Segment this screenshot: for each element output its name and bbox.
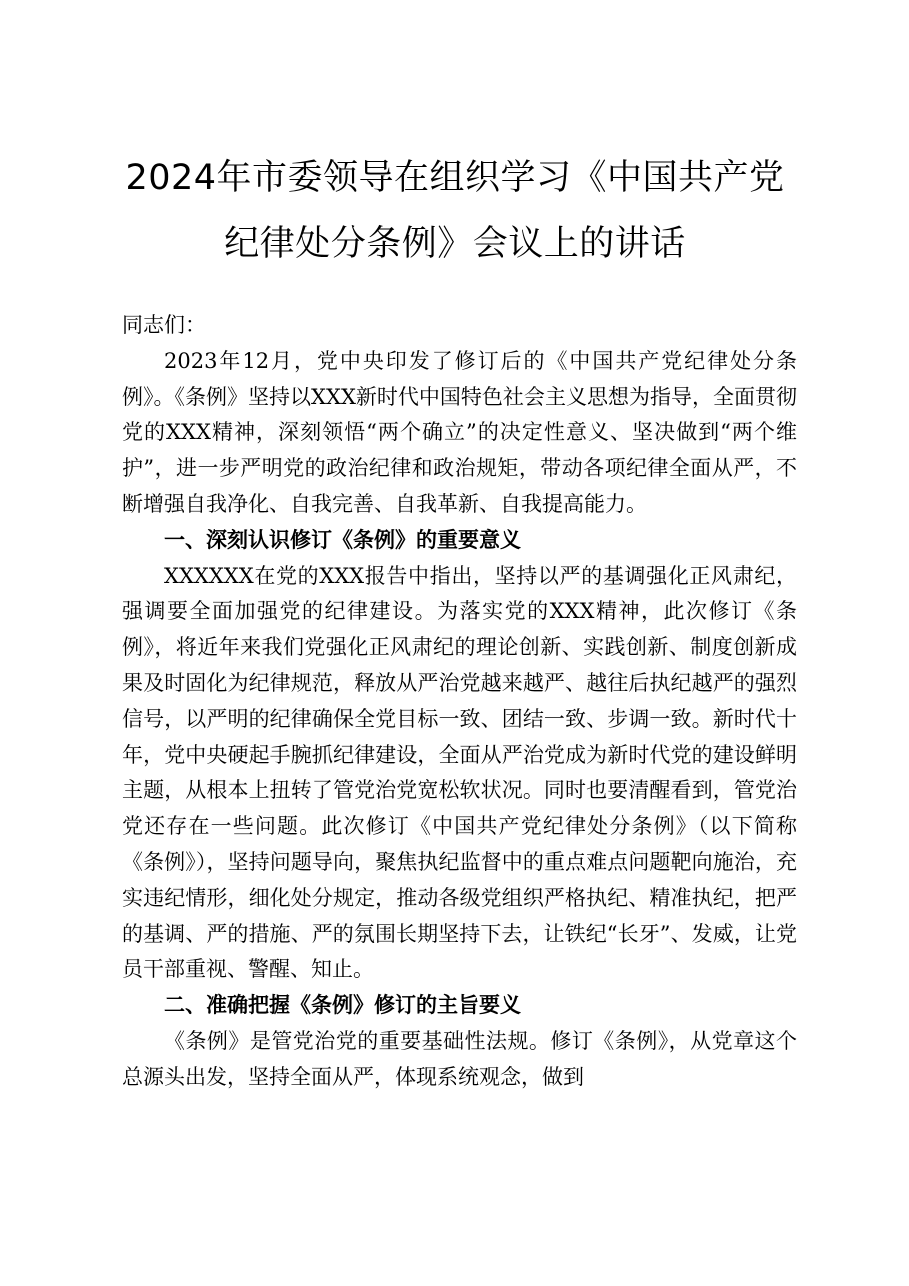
paragraph-section-2: 《条例》是管党治党的重要基础性法规。修订《条例》，从党章这个总源头出发，坚持全面从严，体现系统观念，做到 <box>122 1028 797 1089</box>
document-title: 2024年市委领导在组织学习《中国共产党纪律处分条例》会议上的讲话 <box>125 158 785 264</box>
paragraph-intro: 2023年12月，党中央印发了修订后的《中国共产党纪律处分条例》。《条例》坚持以XXX新时代中国特色社会主义思想为指导，全面贯彻党的XXX精神，深刻领悟“两个确立”的决定性意义、坚决做到“两个维护”，进一步严明党的政治纪律和政治规矩，带动各项纪律全面从严，不断增强自我净化、自我完善、自我革新、自我提高能力。 <box>122 348 797 516</box>
section-heading-1: 一、深刻认识修订《条例》的重要意义 <box>164 527 521 552</box>
document-body <box>122 308 797 1096</box>
paragraph-section-1: XXXXXX在党的XXX报告中指出，坚持以严的基调强化正风肃纪，强调要全面加强党的纪律建设。为落实党的XXX精神，此次修订《条例》，将近年来我们党强化正风肃纪的理论创新、实践创新、制度创新成果及时固化为纪律规范，释放从严治党越来越严、越往后执纪越严的强烈信号，以严明的纪律确保全党目标一致、团结一致、步调一致。新时代十年，党中央硬起手腕抓纪律建设，全面从严治党成为新时代党的建设鲜明主题，从根本上扭转了管党治党宽松软状况。同时也要清醒看到，管党治党还存在一些问题。此次修订《中国共产党纪律处分条例》（以下简称《条例》），坚持问题导向，聚焦执纪监督中的重点难点问题靶向施治，充实违纪情形，细化处分规定，推动各级党组织严格执纪、精准执纪，把严的基调、严的措施、严的氛围长期坚持下去，让铁纪“长牙”、发威，让党员干部重视、警醒、知止。 <box>122 563 797 982</box>
section-heading-2: 二、准确把握《条例》修订的主旨要义 <box>164 993 521 1018</box>
salutation: 同志们： <box>122 313 206 337</box>
